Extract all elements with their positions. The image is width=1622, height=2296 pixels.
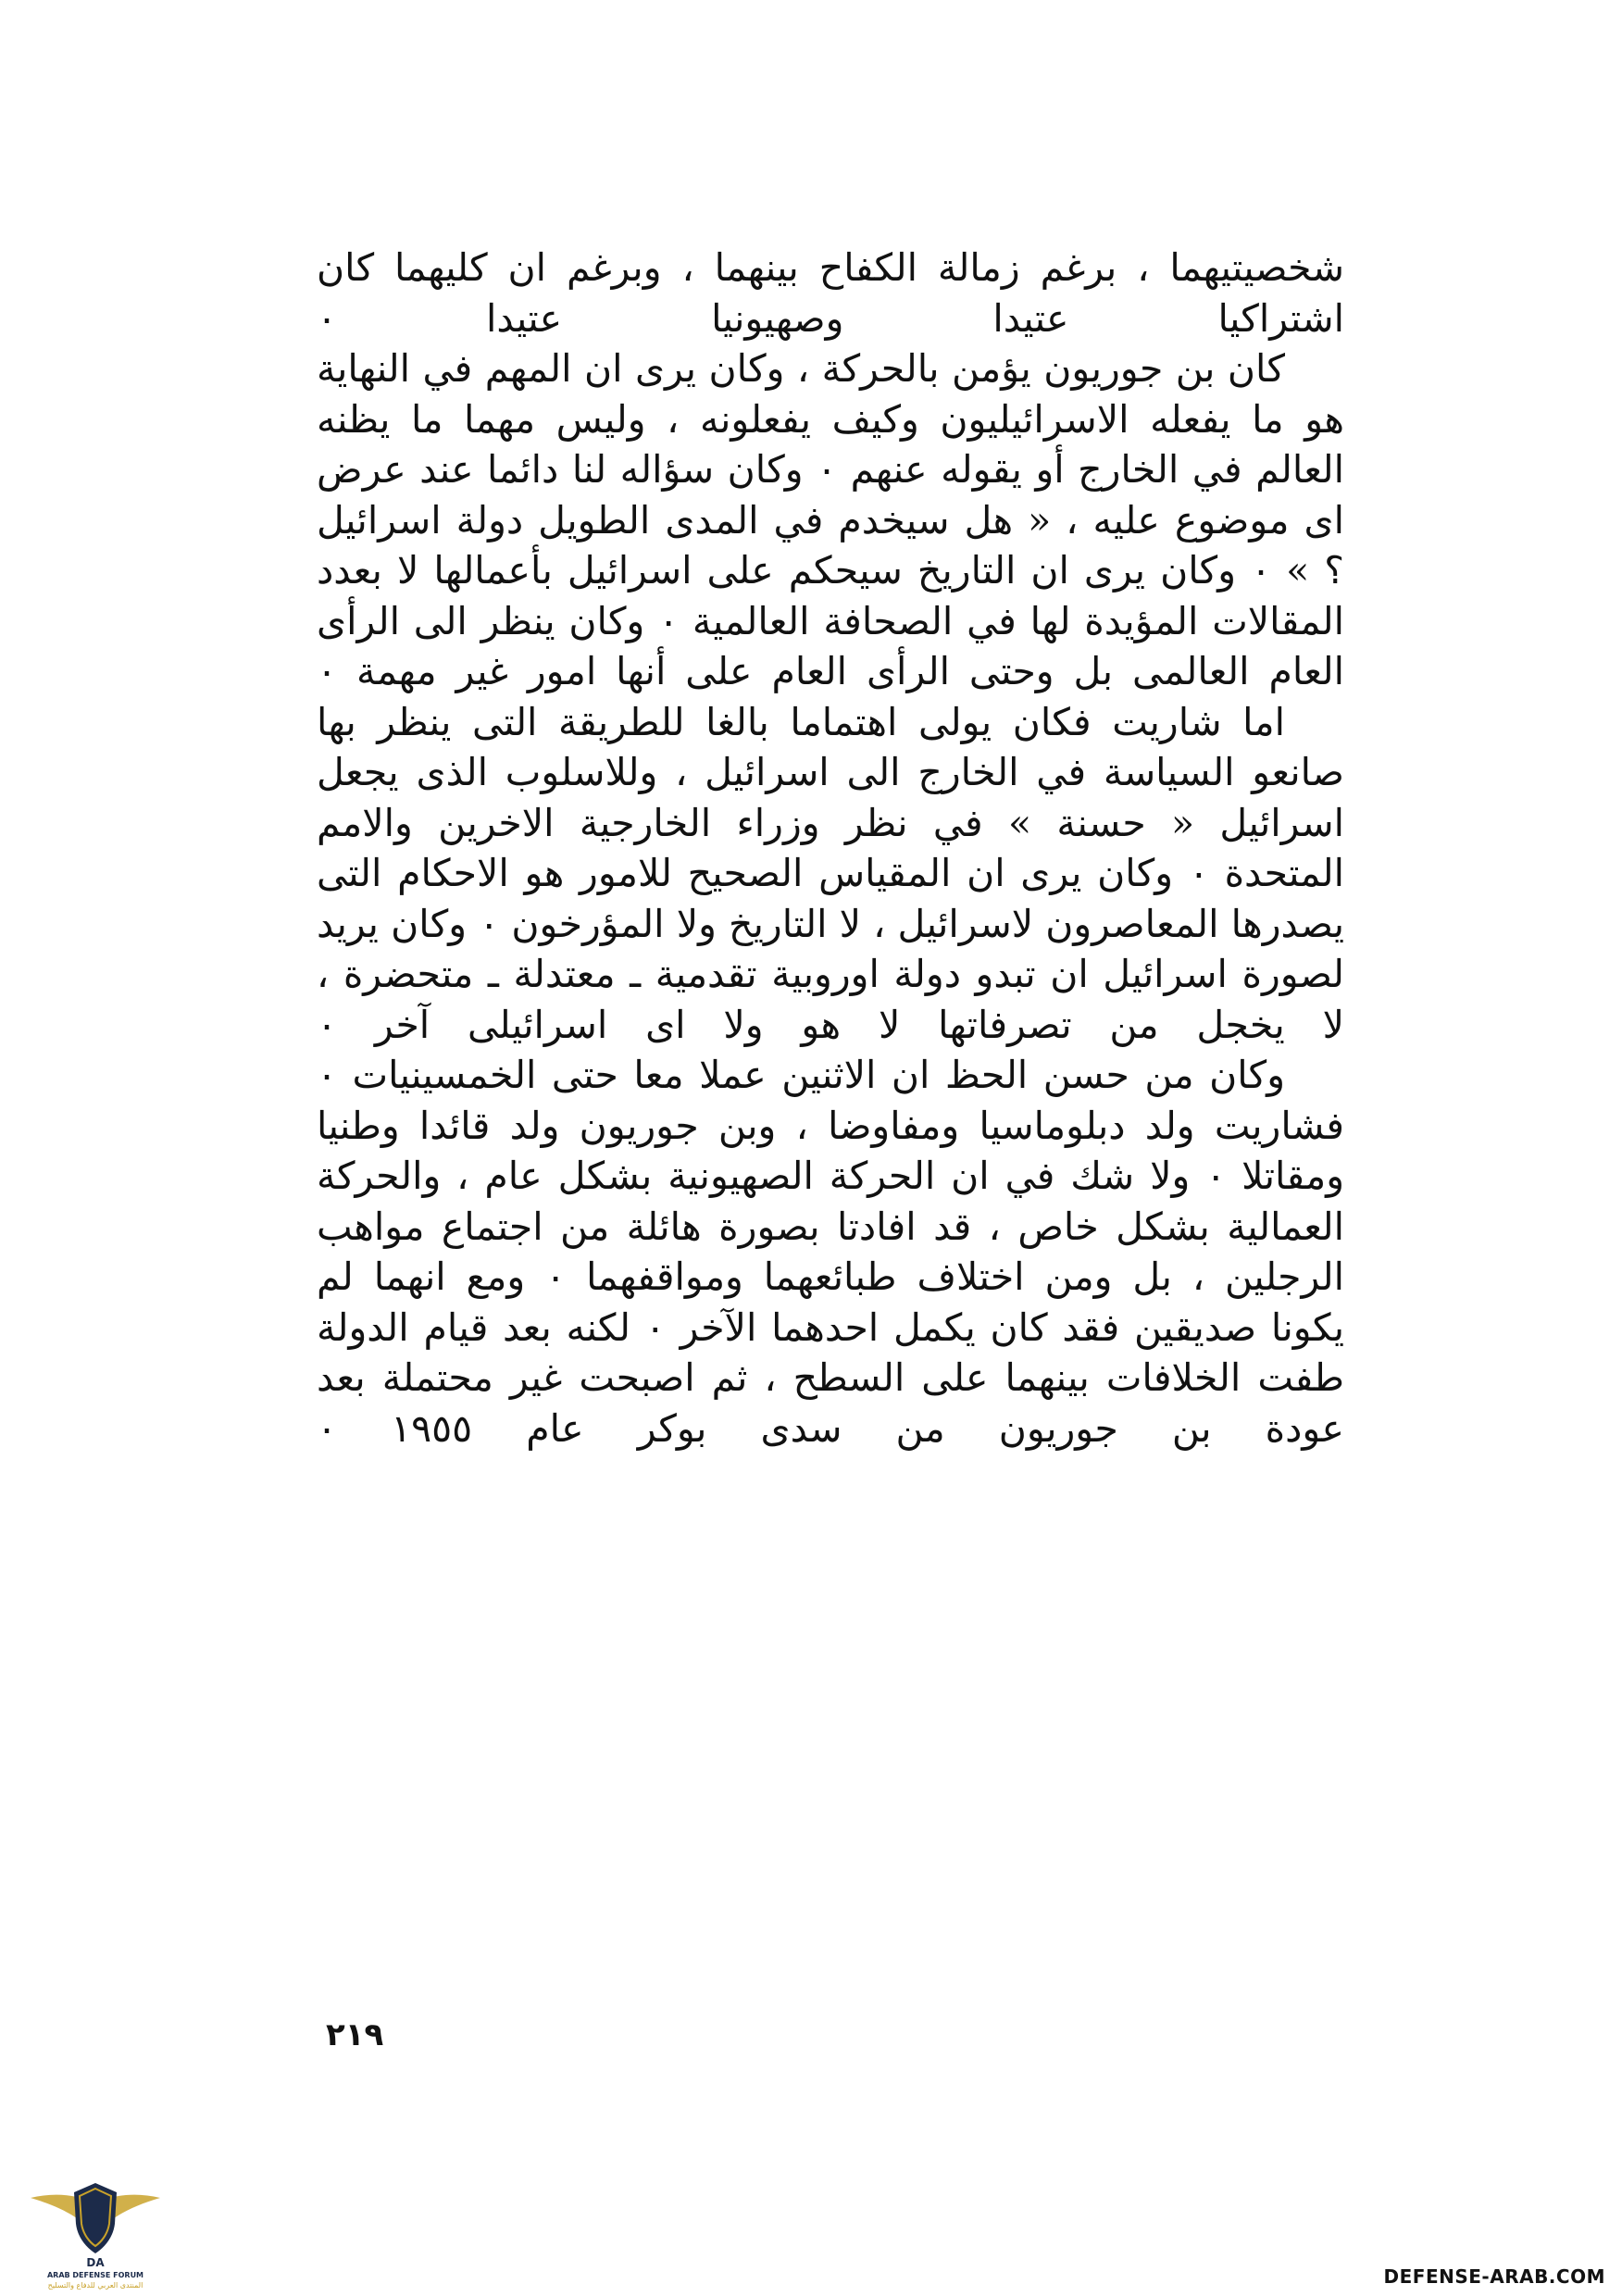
paragraph-2: كان بن جوريون يؤمن بالحركة ، وكان يرى ان المهم في النهاية هو ما يفعله الاسرائيليون وكيف يفعلونه ، وليس مهما ما يظنه العالم في الخارج أو يقوله عنهم ٠ وكان سؤاله لنا دائما عند عرض اى موضوع عليه ، « هل سيخدم في المدى الطويل دولة اسرائيل ؟ » ٠ وكان يرى ان التاريخ سيحكم على اسرائيل بأعمالها لا بعدد المقالات المؤيدة لها في الصحافة العالمية ٠ وكان ينظر الى الرأى العام العالمى بل وحتى الرأى العام على أنها امور غير مهمة ٠	[317, 346, 1345, 693]
paragraph-1: شخصيتيهما ، برغم زمالة الكفاح بينهما ، وبرغم ان كليهما كان اشتراكيا عتيدا وصهيونيا عتيدا ٠	[317, 245, 1344, 341]
page-number: ٢١٩	[326, 2016, 384, 2053]
paragraph-4: وكان من حسن الحظ ان الاثنين عملا معا حتى الخمسينيات ٠ فشاريت ولد دبلوماسيا ومفاوضا ، وبن جوريون ولد قائدا وطنيا ومقاتلا ٠ ولا شك في ان الحركة الصهيونية بشكل عام ، والحركة العمالية بشكل خاص ، قد افادتا بصورة هائلة من اجتماع مواهب الرجلين ، بل ومن اختلاف طبائعهما ومواقفهما ٠ ومع انهما لم يكونا صديقين فقد كان يكمل احدهما الآخر ٠ لكنه بعد قيام الدولة طفت الخلافات بينهما على السطح ، ثم اصبحت غير محتملة بعد عودة بن جوريون من سدى بوكر عام ١٩٥٥ ٠	[317, 1053, 1345, 1451]
arab-defense-forum-logo-icon	[26, 2166, 165, 2291]
paragraph-3: اما شاريت فكان يولى اهتماما بالغا للطريقة التى ينظر بها صانعو السياسة في الخارج الى اسرائيل ، وللاسلوب الذى يجعل اسرائيل « حسنة » في نظر وزراء الخارجية الاخرين والامم المتحدة ٠ وكان يرى ان المقياس الصحيح للامور هو الاحكام التى يصدرها المعاصرون لاسرائيل ، لا التاريخ ولا المؤرخون ٠ وكان يريد لصورة اسرائيل ان تبدو دولة اوروبية تقدمية ـ معتدلة ـ متحضرة ، لا يخجل من تصرفاتها لا هو ولا اى اسرائيلى آخر ٠	[317, 699, 1345, 1047]
watermark-site: DEFENSE-ARAB.COM	[1383, 2265, 1605, 2288]
body-text	[317, 243, 1344, 1454]
svg-text:ARAB DEFENSE FORUM: ARAB DEFENSE FORUM	[46, 2271, 144, 2279]
svg-text:DA: DA	[86, 2256, 105, 2269]
svg-text:المنتدى العربي للدفاع والتسليح: المنتدى العربي للدفاع والتسليح	[47, 2281, 143, 2290]
